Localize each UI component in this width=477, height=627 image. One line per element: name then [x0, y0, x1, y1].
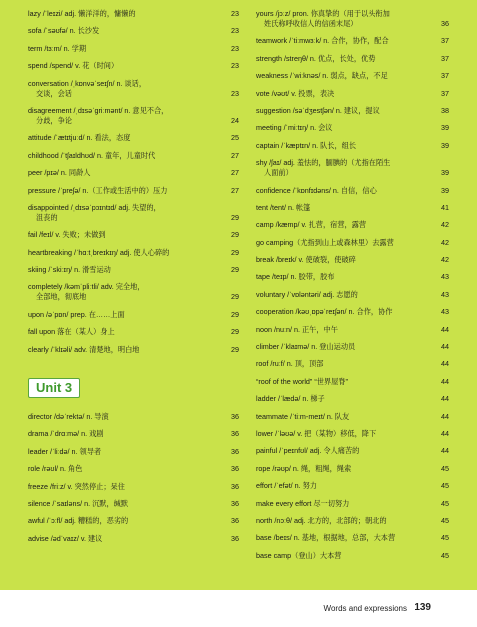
entry-text: camp /kæmp/ v. 扎营，宿营，露营	[256, 220, 367, 230]
entry-text: captain /ˈkæptɪn/ n. 队长，组长	[256, 140, 357, 150]
entry-page-number: 44	[441, 446, 449, 456]
entry-text: lower /ˈləʊə/ v. 把（某物）移低，降下	[256, 428, 377, 438]
entry-page-number: 39	[441, 140, 449, 150]
word-entry	[256, 307, 449, 317]
entry-text-continued: 沮丧的	[36, 212, 58, 222]
entry-page-number: 45	[441, 498, 449, 508]
entry-text: fall upon 落在（某人）身上	[28, 327, 115, 337]
entry-page-number: 36	[231, 412, 239, 422]
entry-text: tent /tent/ n. 帐篷	[256, 202, 311, 212]
entry-text: completely /kəmˈpliːtli/ adv. 完全地，	[28, 282, 145, 292]
entry-page-number: 43	[441, 272, 449, 282]
word-entry	[28, 203, 239, 223]
word-entry	[256, 551, 449, 561]
entry-text: ladder /ˈlædə/ n. 梯子	[256, 394, 325, 404]
entry-page-number: 38	[441, 105, 449, 115]
left-column	[28, 9, 239, 551]
right-column	[256, 9, 449, 568]
entry-page-number: 29	[231, 265, 239, 275]
entry-text: clearly /ˈklɪəli/ adv. 清楚地，明白地	[28, 344, 140, 354]
word-entry	[28, 9, 239, 19]
entry-page-number: 29	[231, 309, 239, 319]
entry-page-number: 37	[441, 53, 449, 63]
entry-text: silence /ˈsaɪləns/ n. 沉默，缄默	[28, 498, 129, 508]
word-entry	[256, 499, 449, 509]
word-entry	[256, 89, 449, 99]
entry-text: role /rəʊl/ n. 角色	[28, 464, 83, 474]
word-entry	[28, 534, 239, 544]
entry-text-continued: 全部地，彻底地	[36, 292, 87, 302]
entry-text: leader /ˈliːdə/ n. 领导者	[28, 446, 102, 456]
entry-page-number: 29	[231, 327, 239, 337]
entry-page-number: 36	[441, 19, 449, 28]
entry-text: advise /ədˈvaɪz/ v. 建议	[28, 533, 103, 543]
entry-text: meeting /ˈmiːtɪŋ/ n. 会议	[256, 123, 333, 133]
entry-text: awful /ˈɔːfl/ adj. 糟糕的，恶劣的	[28, 516, 129, 526]
entry-text: lazy /ˈleɪzi/ adj. 懒洋洋的，慵懒的	[28, 9, 136, 18]
word-list-unit-3	[28, 412, 239, 544]
entry-page-number: 45	[441, 533, 449, 543]
entry-page-number: 29	[231, 230, 239, 240]
entry-text: heartbreaking /ˈhɑːtˌbreɪkɪŋ/ adj. 使人心碎的	[28, 247, 170, 257]
entry-text: skiing /ˈskiːɪŋ/ n. 滑雪运动	[28, 265, 111, 275]
entry-page-number: 39	[441, 168, 449, 178]
entry-text: vote /vəʊt/ v. 投票，表决	[256, 88, 335, 98]
word-entry	[28, 282, 239, 302]
word-entry	[256, 290, 449, 300]
word-entry	[256, 71, 449, 81]
word-entry	[256, 394, 449, 404]
entry-text: go camping（尤指到山上或森林里）去露营	[256, 237, 394, 247]
entry-page-number: 43	[441, 289, 449, 299]
unit-heading: Unit 3	[28, 378, 80, 398]
word-entry	[256, 36, 449, 46]
entry-text: rope /rəʊp/ n. 绳，粗绳，绳索	[256, 463, 352, 473]
entry-text: effort /ˈefət/ n. 努力	[256, 481, 317, 491]
entry-page-number: 25	[231, 133, 239, 143]
word-entry	[28, 265, 239, 275]
entry-text: pressure /ˈpreʃə/ n.（工作或生活中的）压力	[28, 185, 168, 195]
entry-text: “roof of the world” “世界屋脊”	[256, 376, 348, 386]
entry-text: yours /jɔːz/ pron. 你真挚的（用于以头衔加	[256, 9, 390, 18]
word-entry	[28, 248, 239, 258]
word-entry	[28, 464, 239, 474]
entry-page-number: 27	[231, 185, 239, 195]
entry-text: strength /streŋθ/ n. 优点，长处，优势	[256, 53, 376, 63]
entry-page-number: 36	[231, 446, 239, 456]
entry-page-number: 36	[231, 429, 239, 439]
entry-text: disagreement /ˌdɪsəˈɡriːmənt/ n. 意见不合，	[28, 105, 169, 115]
word-entry	[256, 412, 449, 422]
word-entry	[28, 79, 239, 99]
entry-text: shy /ʃaɪ/ adj. 羞怯的，腼腆的（尤指在陌生	[256, 158, 391, 168]
entry-page-number: 37	[441, 36, 449, 46]
word-entry	[28, 106, 239, 126]
entry-page-number: 44	[441, 394, 449, 404]
entry-page-number: 42	[441, 255, 449, 265]
word-entry	[256, 481, 449, 491]
entry-page-number: 44	[441, 324, 449, 334]
word-entry	[28, 151, 239, 161]
word-entry	[256, 272, 449, 282]
entry-text: disappointed /ˌdɪsəˈpɔɪntɪd/ adj. 失望的，	[28, 202, 161, 212]
entry-text: cooperation /kəʊˌɒpəˈreɪʃən/ n. 合作，协作	[256, 307, 393, 317]
entry-page-number: 39	[441, 185, 449, 195]
entry-text: term /tɜːm/ n. 学期	[28, 43, 87, 53]
entry-page-number: 36	[231, 498, 239, 508]
entry-text-continued: 姓氏称呼收信人的信函末尾）	[264, 19, 358, 28]
word-entry	[256, 255, 449, 265]
entry-page-number: 23	[231, 88, 239, 98]
word-entry	[256, 516, 449, 526]
page-footer	[0, 590, 477, 627]
entry-page-number: 45	[441, 481, 449, 491]
entry-page-number: 23	[231, 43, 239, 53]
entry-page-number: 43	[441, 307, 449, 317]
entry-text: upon /əˈpɒn/ prep. 在……上面	[28, 309, 125, 319]
word-entry	[256, 220, 449, 230]
entry-text-continued: 人面前）	[264, 168, 293, 178]
word-entry	[28, 499, 239, 509]
entry-text: climber /ˈklaɪmə/ n. 登山运动员	[256, 342, 356, 352]
entry-text: freeze /friːz/ v. 突然停止；呆住	[28, 481, 125, 491]
entry-page-number: 24	[231, 115, 239, 125]
entry-page-number: 27	[231, 168, 239, 178]
entry-page-number: 39	[441, 123, 449, 133]
entry-text: base camp（登山）大本营	[256, 550, 342, 560]
entry-text: suggestion /səˈdʒestʃən/ n. 建议，提议	[256, 105, 380, 115]
entry-text: sofa /ˈsəʊfə/ n. 长沙发	[28, 26, 100, 36]
entry-page-number: 36	[231, 533, 239, 543]
entry-text: base /beɪs/ n. 基地，根据地，总部，大本营	[256, 533, 396, 543]
word-entry	[28, 133, 239, 143]
word-list-unit-2	[28, 9, 239, 355]
word-entry	[28, 168, 239, 178]
word-entry	[256, 141, 449, 151]
entry-page-number: 45	[441, 515, 449, 525]
entry-page-number: 29	[231, 212, 239, 222]
word-entry	[256, 342, 449, 352]
word-entry	[28, 412, 239, 422]
entry-text: tape /teɪp/ n. 胶带，胶布	[256, 272, 335, 282]
word-entry	[28, 482, 239, 492]
entry-page-number: 37	[441, 88, 449, 98]
word-entry	[28, 26, 239, 36]
entry-page-number: 42	[441, 237, 449, 247]
entry-page-number: 27	[231, 150, 239, 160]
entry-page-number: 37	[441, 71, 449, 81]
entry-page-number: 45	[441, 463, 449, 473]
word-entry	[256, 106, 449, 116]
entry-page-number: 44	[441, 342, 449, 352]
word-entry	[256, 377, 449, 387]
entry-page-number: 29	[231, 247, 239, 257]
entry-text: childhood /ˈtʃaɪldhʊd/ n. 童年，儿童时代	[28, 150, 156, 160]
entry-text: weakness /ˈwiːknəs/ n. 弱点，缺点，不足	[256, 71, 388, 81]
word-entry	[256, 238, 449, 248]
entry-text-continued: 交谈，会话	[36, 88, 72, 98]
entry-page-number: 41	[441, 202, 449, 212]
entry-text: painful /ˈpeɪnfʊl/ adj. 令人痛苦的	[256, 446, 360, 456]
word-entry	[256, 158, 449, 178]
entry-text: teamwork /ˈtiːmwɜːk/ n. 合作，协作，配合	[256, 36, 389, 46]
entry-text: make every effort 尽一切努力	[256, 498, 350, 508]
entry-text: noon /nuːn/ n. 正午，中午	[256, 324, 338, 334]
word-entry	[28, 447, 239, 457]
entry-page-number: 36	[231, 481, 239, 491]
word-entry	[28, 186, 239, 196]
word-entry	[256, 123, 449, 133]
entry-text: teammate /ˈtiːm-meɪt/ n. 队友	[256, 411, 350, 421]
word-entry	[256, 446, 449, 456]
entry-page-number: 44	[441, 411, 449, 421]
footer-section-title: Words and expressions	[323, 604, 407, 613]
entry-text: director /dəˈrektə/ n. 导演	[28, 412, 109, 422]
word-entry	[256, 464, 449, 474]
entry-page-number: 44	[441, 428, 449, 438]
word-entry	[256, 533, 449, 543]
word-entry	[28, 44, 239, 54]
word-entry	[28, 310, 239, 320]
word-entry	[256, 429, 449, 439]
entry-page-number: 42	[441, 220, 449, 230]
entry-text-continued: 分歧，争论	[36, 115, 72, 125]
entry-text: peer /pɪə/ n. 同龄人	[28, 168, 91, 178]
entry-page-number: 29	[231, 292, 239, 302]
entry-text: break /breɪk/ v. 使破裂，使破碎	[256, 255, 356, 265]
entry-text: spend /spend/ v. 花（时间）	[28, 61, 119, 71]
word-entry	[28, 429, 239, 439]
word-entry	[256, 359, 449, 369]
word-entry	[28, 230, 239, 240]
word-entry	[28, 345, 239, 355]
entry-page-number: 23	[231, 61, 239, 71]
word-entry	[28, 516, 239, 526]
entry-page-number: 44	[441, 376, 449, 386]
entry-text: attitude /ˈætɪtjuːd/ n. 看法，态度	[28, 133, 131, 143]
entry-page-number: 23	[231, 9, 239, 18]
word-entry	[256, 54, 449, 64]
entry-page-number: 36	[231, 464, 239, 474]
entry-page-number: 29	[231, 344, 239, 354]
entry-text: fail /feɪl/ v. 失败；未做到	[28, 230, 106, 240]
entry-page-number: 36	[231, 516, 239, 526]
word-entry	[256, 325, 449, 335]
entry-text: confidence /ˈkɒnfɪdəns/ n. 自信，信心	[256, 185, 377, 195]
word-entry	[256, 203, 449, 213]
word-entry	[256, 9, 449, 29]
entry-text: roof /ruːf/ n. 顶，顶部	[256, 359, 324, 369]
word-entry	[28, 61, 239, 71]
entry-page-number: 45	[441, 550, 449, 560]
page-number: 139	[414, 602, 431, 613]
entry-text: conversation /ˌkɒnvəˈseɪʃn/ n. 谈话，	[28, 78, 147, 88]
word-entry	[28, 327, 239, 337]
entry-page-number: 23	[231, 26, 239, 36]
word-entry	[256, 186, 449, 196]
entry-text: north /nɔːθ/ adj. 北方的，北部的；朝北的	[256, 515, 387, 525]
entry-page-number: 44	[441, 359, 449, 369]
entry-text: drama /ˈdrɑːmə/ n. 戏剧	[28, 429, 104, 439]
entry-text: voluntary /ˈvɒləntəri/ adj. 志愿的	[256, 289, 358, 299]
